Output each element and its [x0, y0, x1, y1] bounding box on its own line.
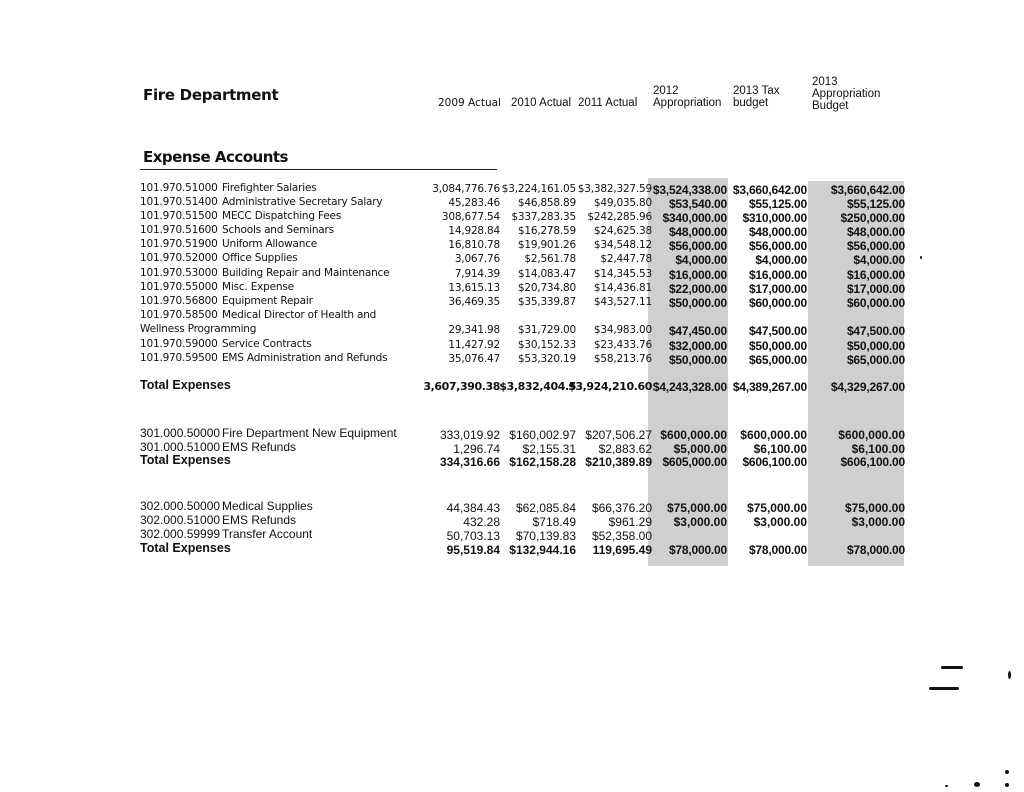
cell-p2012: $50,000.00	[668, 296, 727, 310]
cell-a2010: $3,224,161.05	[501, 183, 576, 195]
account-name: Fire Department New Equipment	[222, 426, 397, 440]
cell-a2011: $961.29	[608, 515, 652, 529]
col-header-line: 2013	[812, 76, 838, 88]
account-name-continued: Wellness Programming	[140, 323, 257, 335]
cell-p2012: $56,000.00	[668, 239, 727, 253]
cell-t2013: $75,000.00	[746, 501, 807, 515]
cell-t2013: $55,125.00	[748, 197, 807, 211]
cell-a2009: 11,427.92	[448, 339, 500, 351]
total-cell-a2010: $3,832,404.5	[499, 380, 576, 393]
section-underline	[140, 169, 497, 170]
cell-b2013: $3,660,642.00	[830, 183, 905, 197]
cell-b2013: $47,500.00	[846, 324, 905, 338]
cell-a2010: $19,901.26	[517, 239, 576, 251]
cell-p2012: $22,000.00	[668, 282, 727, 296]
cell-a2011: $242,285.96	[587, 211, 652, 223]
account-name: EMS Administration and Refunds	[222, 352, 388, 364]
cell-a2011: $66,376.20	[591, 501, 652, 515]
total-cell-a2009: 95,519.84	[446, 543, 500, 557]
account-name: MECC Dispatching Fees	[222, 210, 342, 222]
cell-t2013: $3,000.00	[753, 515, 807, 529]
cell-b2013: $4,000.00	[853, 253, 905, 267]
cell-p2012: $75,000.00	[666, 501, 727, 515]
total-cell-p2012: $78,000.00	[668, 543, 727, 557]
cell-a2010: $2,561.78	[524, 253, 576, 265]
cell-t2013: $47,500.00	[748, 324, 807, 338]
cell-p2012: $340,000.00	[662, 211, 727, 225]
cell-t2013: $17,000.00	[748, 282, 807, 296]
account-name: Office Supplies	[222, 252, 298, 264]
cell-a2010: $718.49	[532, 515, 576, 529]
cell-t2013: $4,000.00	[755, 253, 807, 267]
account-number: 101.970.56800	[140, 295, 218, 307]
cell-t2013: $48,000.00	[748, 225, 807, 239]
account-name: Equipment Repair	[222, 295, 313, 307]
total-cell-a2011: $210,389.89	[585, 455, 652, 469]
cell-p2012: $600,000.00	[660, 428, 727, 442]
cell-t2013: $16,000.00	[748, 268, 807, 282]
total-cell-a2009: 3,607,390.38	[423, 380, 500, 393]
total-label: Total Expenses	[140, 378, 231, 392]
cell-a2010: $62,085.84	[515, 501, 576, 515]
cell-b2013: $16,000.00	[846, 268, 905, 282]
col-header-2012-appropriation	[653, 85, 721, 109]
cell-a2011: $49,035.80	[593, 197, 652, 209]
cell-a2011: $3,382,327.59	[577, 183, 652, 195]
cell-p2012: $50,000.00	[668, 353, 727, 367]
cell-p2012: $32,000.00	[668, 339, 727, 353]
total-cell-p2012: $4,243,328.00	[652, 380, 727, 394]
account-number: 301.000.51000	[140, 440, 221, 454]
col-header-2010-actual: 2010 Actual	[511, 97, 572, 109]
col-header-2011-actual: 2011 Actual	[578, 97, 638, 109]
total-cell-a2010: $132,944.16	[509, 543, 576, 557]
cell-b2013: $17,000.00	[846, 282, 905, 296]
col-header-2009-actual: 2009 Actual	[438, 97, 501, 109]
account-name: Firefighter Salaries	[222, 182, 317, 194]
account-name: EMS Refunds	[222, 513, 297, 527]
cell-b2013: $250,000.00	[840, 211, 905, 225]
cell-a2009: 3,067.76	[454, 253, 500, 265]
col-header-2013-appropriation-budget	[812, 76, 880, 112]
cell-b2013: $65,000.00	[846, 353, 905, 367]
account-number: 302.000.50000	[140, 499, 221, 513]
cell-a2009: 432.28	[463, 515, 500, 529]
cell-a2010: $20,734.80	[517, 282, 576, 294]
account-name: Misc. Expense	[222, 281, 294, 293]
cell-a2011: $34,983.00	[593, 324, 652, 336]
cell-a2011: $2,447.78	[600, 253, 652, 265]
cell-a2009: 35,076.47	[448, 353, 500, 365]
cell-a2011: $2,883.62	[598, 442, 652, 456]
section-title-expense-accounts: Expense Accounts	[143, 148, 288, 166]
account-name: Transfer Account	[222, 527, 313, 541]
cell-p2012: $16,000.00	[668, 268, 727, 282]
cell-a2009: 308,677.54	[441, 211, 500, 223]
account-number: 302.000.51000	[140, 513, 221, 527]
cell-b2013: $56,000.00	[846, 239, 905, 253]
cell-t2013: $6,100.00	[753, 442, 807, 456]
col-header-line: 2012	[653, 85, 679, 97]
cell-b2013: $600,000.00	[838, 428, 905, 442]
account-name: Medical Supplies	[222, 499, 313, 513]
cell-a2009: 29,341.98	[448, 324, 500, 336]
cell-t2013: $3,660,642.00	[732, 183, 807, 197]
cell-a2010: $16,278.59	[517, 225, 576, 237]
cell-a2010: $35,339.87	[517, 296, 576, 308]
cell-a2009: 3,084,776.76	[432, 183, 500, 195]
cell-a2011: $207,506.27	[585, 428, 652, 442]
cell-a2010: $160,002.97	[509, 428, 576, 442]
col-header-line: 2013 Tax	[733, 85, 780, 97]
account-number: 301.000.50000	[140, 426, 221, 440]
cell-t2013: $60,000.00	[748, 296, 807, 310]
account-number: 101.970.53000	[140, 267, 218, 279]
cell-b2013: $60,000.00	[846, 296, 905, 310]
total-cell-b2013: $78,000.00	[846, 543, 905, 557]
account-name: Uniform Allowance	[222, 238, 318, 250]
total-cell-a2009: 334,316.66	[439, 455, 500, 469]
cell-p2012: $53,540.00	[668, 197, 727, 211]
account-name: Medical Director of Health and	[222, 309, 377, 321]
cell-a2011: $58,213.76	[593, 353, 652, 365]
cell-a2011: $14,436.81	[593, 282, 652, 294]
cell-a2010: $30,152.33	[517, 339, 576, 351]
cell-a2010: $337,283.35	[511, 211, 576, 223]
total-cell-b2013: $4,329,267.00	[830, 380, 905, 394]
cell-a2010: $46,858.89	[517, 197, 576, 209]
cell-a2009: 14,928.84	[448, 225, 500, 237]
account-name: Service Contracts	[222, 338, 312, 350]
cell-a2011: $34,548.12	[593, 239, 652, 251]
cell-t2013: $310,000.00	[742, 211, 807, 225]
col-header-line: Budget	[812, 100, 849, 112]
cell-a2011: $52,358.00	[591, 529, 652, 543]
total-label: Total Expenses	[140, 453, 231, 467]
cell-a2009: 333,019.92	[439, 428, 500, 442]
account-number: 101.970.51500	[140, 210, 218, 222]
cell-a2010: $2,155.31	[522, 442, 576, 456]
cell-t2013: $65,000.00	[748, 353, 807, 367]
cell-b2013: $3,000.00	[851, 515, 905, 529]
account-number: 101.970.51400	[140, 196, 218, 208]
cell-b2013: $6,100.00	[851, 442, 905, 456]
cell-b2013: $48,000.00	[846, 225, 905, 239]
account-number: 101.970.51000	[140, 182, 218, 194]
cell-a2009: 36,469.35	[448, 296, 500, 308]
cell-a2010: $31,729.00	[517, 324, 576, 336]
cell-a2011: $23,433.76	[593, 339, 652, 351]
cell-a2009: 45,283.46	[448, 197, 500, 209]
account-number: 101.970.59500	[140, 352, 218, 364]
cell-a2010: $14,083.47	[517, 268, 576, 280]
cell-a2011: $14,345.53	[593, 268, 652, 280]
cell-a2011: $24,625.38	[593, 225, 652, 237]
cell-a2009: 16,810.78	[448, 239, 500, 251]
total-cell-t2013: $4,389,267.00	[732, 380, 807, 394]
cell-a2009: 1,296.74	[453, 442, 500, 456]
account-name: EMS Refunds	[222, 440, 297, 454]
total-cell-t2013: $78,000.00	[748, 543, 807, 557]
cell-a2009: 7,914.39	[454, 268, 500, 280]
cell-p2012: $3,000.00	[673, 515, 727, 529]
col-header-line: Appropriation	[812, 88, 881, 100]
account-number: 101.970.59000	[140, 338, 218, 350]
cell-p2012: $3,524,338.00	[652, 183, 727, 197]
cell-t2013: $600,000.00	[740, 428, 807, 442]
cell-p2012: $4,000.00	[675, 253, 727, 267]
account-number: 302.000.59999	[140, 527, 221, 541]
account-number: 101.970.58500	[140, 309, 218, 321]
cell-b2013: $50,000.00	[846, 339, 905, 353]
cell-a2010: $53,320.19	[517, 353, 576, 365]
account-name: Administrative Secretary Salary	[222, 196, 383, 208]
account-number: 101.970.51600	[140, 224, 218, 236]
account-name: Building Repair and Maintenance	[222, 267, 390, 279]
account-number: 101.970.51900	[140, 238, 218, 250]
total-cell-a2011: 119,695.49	[592, 543, 652, 557]
account-number: 101.970.55000	[140, 281, 218, 293]
total-cell-a2010: $162,158.28	[509, 455, 576, 469]
cell-t2013: $56,000.00	[748, 239, 807, 253]
page-title: Fire Department	[143, 86, 279, 104]
total-cell-a2011: $3,924,210.60	[568, 380, 652, 393]
col-header-line: Appropriation	[653, 97, 722, 109]
cell-b2013: $75,000.00	[844, 501, 905, 515]
cell-a2011: $43,527.11	[593, 296, 652, 308]
col-header-line: budget	[733, 97, 769, 109]
total-cell-p2012: $605,000.00	[662, 455, 727, 469]
col-header-2013-tax-budget	[733, 85, 779, 109]
cell-a2009: 44,384.43	[446, 501, 500, 515]
cell-p2012: $48,000.00	[668, 225, 727, 239]
cell-a2010: $70,139.83	[515, 529, 576, 543]
cell-p2012: $5,000.00	[673, 442, 727, 456]
cell-b2013: $55,125.00	[846, 197, 905, 211]
cell-a2009: 13,615.13	[448, 282, 500, 294]
account-number: 101.970.52000	[140, 252, 218, 264]
total-cell-t2013: $606,100.00	[742, 455, 807, 469]
account-name: Schools and Seminars	[222, 224, 334, 236]
cell-t2013: $50,000.00	[748, 339, 807, 353]
cell-a2009: 50,703.13	[446, 529, 500, 543]
cell-p2012: $47,450.00	[668, 324, 727, 338]
total-label: Total Expenses	[140, 541, 231, 555]
total-cell-b2013: $606,100.00	[840, 455, 905, 469]
